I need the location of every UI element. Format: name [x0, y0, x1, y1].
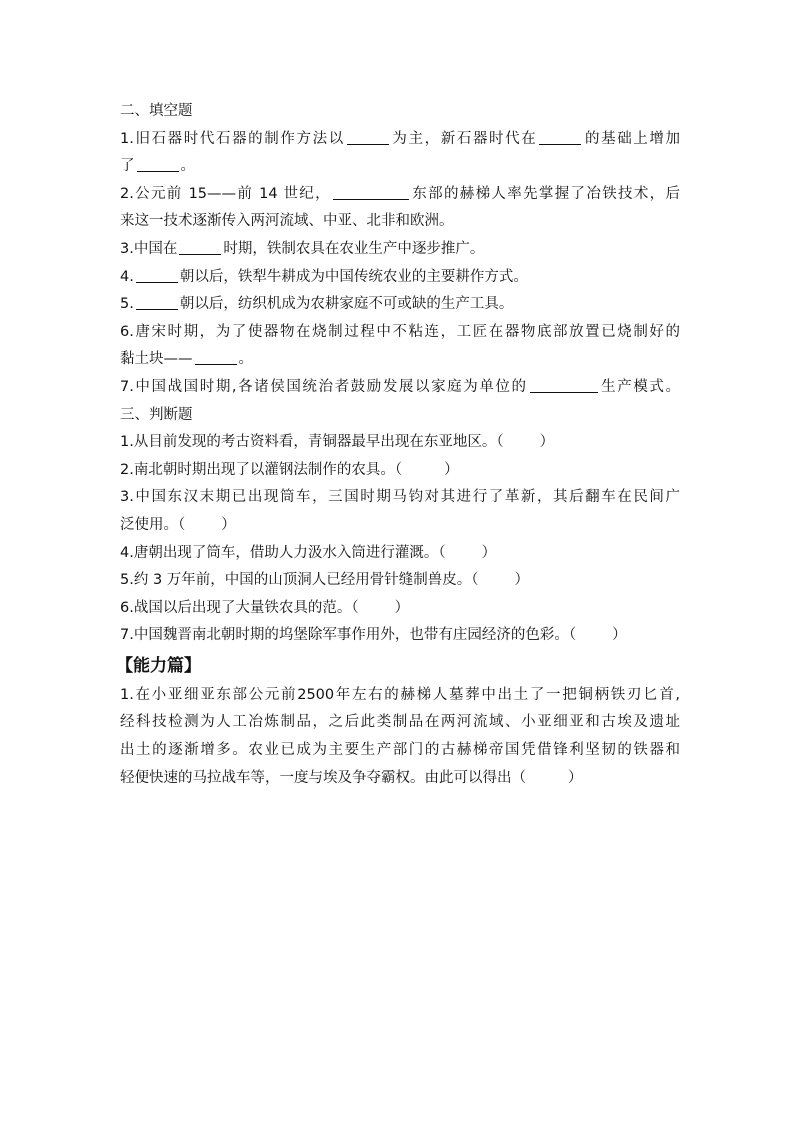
fill-section-title: 二、填空题	[120, 103, 193, 119]
judge-q5	[120, 567, 680, 595]
fill-q7-blank[interactable]	[530, 376, 598, 393]
judge-q2-close: ）	[444, 461, 459, 478]
fill-q6-line1: 6.唐宋时期，为了使器物在烧制过程中不粘连，工匠在器物底部放置已烧制好的	[120, 323, 680, 340]
ability-section-title: 【能力篇】	[116, 655, 201, 676]
fill-q3-text-b: 时期，铁制农具在农业生产中逐步推广。	[223, 240, 485, 257]
judge-q4	[120, 540, 680, 568]
fill-q2-line2: 来这一技术逐渐传入两河流域、中亚、北非和欧洲。	[120, 213, 454, 230]
judge-q2-text: 2.南北朝时期出现了以灌钢法制作的农具。（	[120, 461, 403, 478]
fill-q4-text-b: 朝以后，铁犁牛耕成为中国传统农业的主要耕作方式。	[179, 268, 528, 285]
fill-q5-blank[interactable]	[136, 293, 178, 310]
judge-q3-close: ）	[221, 516, 236, 533]
ability-q1-line1: 1.在小亚细亚东部公元前2500年左右的赫梯人墓葬中出土了一把铜柄铁刃匕首,	[120, 686, 680, 703]
judge-q5-close: ）	[514, 572, 530, 589]
fill-q4-text-a: 4.	[120, 268, 134, 285]
fill-q3	[120, 236, 680, 264]
fill-q1-line1	[120, 126, 680, 154]
fill-q6-text-a: 黏土块——	[120, 351, 193, 368]
fill-q6-text-b: 。	[238, 351, 253, 368]
fill-q1-blank-1[interactable]	[347, 128, 389, 145]
fill-q1-text-e: 。	[180, 158, 195, 175]
fill-q3-text-a: 3.中国在	[120, 240, 178, 257]
fill-q5	[120, 291, 680, 319]
fill-q6-blank[interactable]	[195, 348, 237, 365]
ability-q1-line4	[120, 765, 680, 793]
fill-q1-line2	[120, 153, 680, 181]
fill-q1-text-b: 为主，新石器时代在	[390, 130, 538, 147]
judge-q5-text: 5.约 3 万年前，中国的山顶洞人已经用骨针缝制兽皮。（	[120, 572, 479, 589]
fill-q1-blank-3[interactable]	[137, 155, 179, 172]
judge-q1-text: 1.从目前发现的考古资料看，青铜器最早出现在东亚地区。（	[120, 434, 504, 451]
fill-q7-text-a: 7.中国战国时期,各诸侯国统治者鼓励发展以家庭为单位的	[120, 378, 528, 395]
ability-q1-line2: 经科技检测为人工冶炼制品，之后此类制品在两河流域、小亚细亚和古埃及遗址	[120, 714, 680, 731]
fill-q1-text-c: 的基础上增加	[583, 130, 680, 147]
judge-q7-close: ）	[612, 627, 627, 644]
fill-q2-blank[interactable]	[333, 183, 409, 200]
ability-q1-text: 轻便快速的马拉战车等，一度与埃及争夺霸权。由此可以得出（	[120, 769, 526, 786]
fill-q1-blank-2[interactable]	[539, 128, 581, 145]
judge-q3-line1: 3.中国东汉末期已出现筒车，三国时期马钧对其进行了革新，其后翻车在民间广	[120, 489, 680, 506]
fill-q4	[120, 264, 680, 292]
fill-q1-text-d: 了	[120, 158, 135, 175]
fill-q5-text-b: 朝以后，纺织机成为农耕家庭不可或缺的生产工具。	[179, 296, 514, 313]
judge-q1-close: ）	[539, 434, 555, 451]
fill-q4-blank[interactable]	[136, 266, 178, 283]
judge-q2	[120, 457, 680, 485]
judge-q4-close: ）	[481, 544, 497, 561]
document-content	[116, 98, 680, 792]
fill-q2-line1	[120, 181, 680, 209]
judge-q3-text: 泛使用。（	[120, 516, 186, 533]
fill-q5-text-a: 5.	[120, 296, 134, 313]
fill-q2-text-a: 2.公元前 15——前 14 世纪，	[120, 185, 331, 202]
judge-q7	[120, 622, 680, 650]
ability-q1-line3: 出土的逐渐增多。农业已成为主要生产部门的古赫梯帝国凭借锋利坚韧的铁器和	[120, 742, 680, 759]
fill-q3-blank[interactable]	[179, 238, 221, 255]
fill-q6-line2	[120, 346, 680, 374]
judge-section-title: 三、判断题	[120, 406, 193, 423]
fill-q2-text-b: 东部的赫梯人率先掌握了冶铁技术，后	[410, 185, 680, 202]
judge-q6-close: ）	[394, 599, 410, 616]
fill-q1-text-a: 1.旧石器时代石器的制作方法以	[120, 130, 345, 147]
judge-q6	[120, 595, 680, 623]
judge-q6-text: 6.战国以后出现了大量铁农具的范。（	[120, 599, 359, 616]
judge-q4-text: 4.唐朝出现了筒车，借助人力汲水入筒进行灌溉。（	[120, 544, 446, 561]
fill-q7	[120, 374, 680, 402]
ability-q1-close: ）	[568, 769, 583, 786]
judge-q1	[120, 429, 680, 457]
judge-q7-text: 7.中国魏晋南北朝时期的坞堡除军事作用外，也带有庄园经济的色彩。（	[120, 627, 577, 644]
fill-q7-text-b: 生产模式。	[599, 378, 680, 395]
judge-q3-line2	[120, 512, 680, 540]
